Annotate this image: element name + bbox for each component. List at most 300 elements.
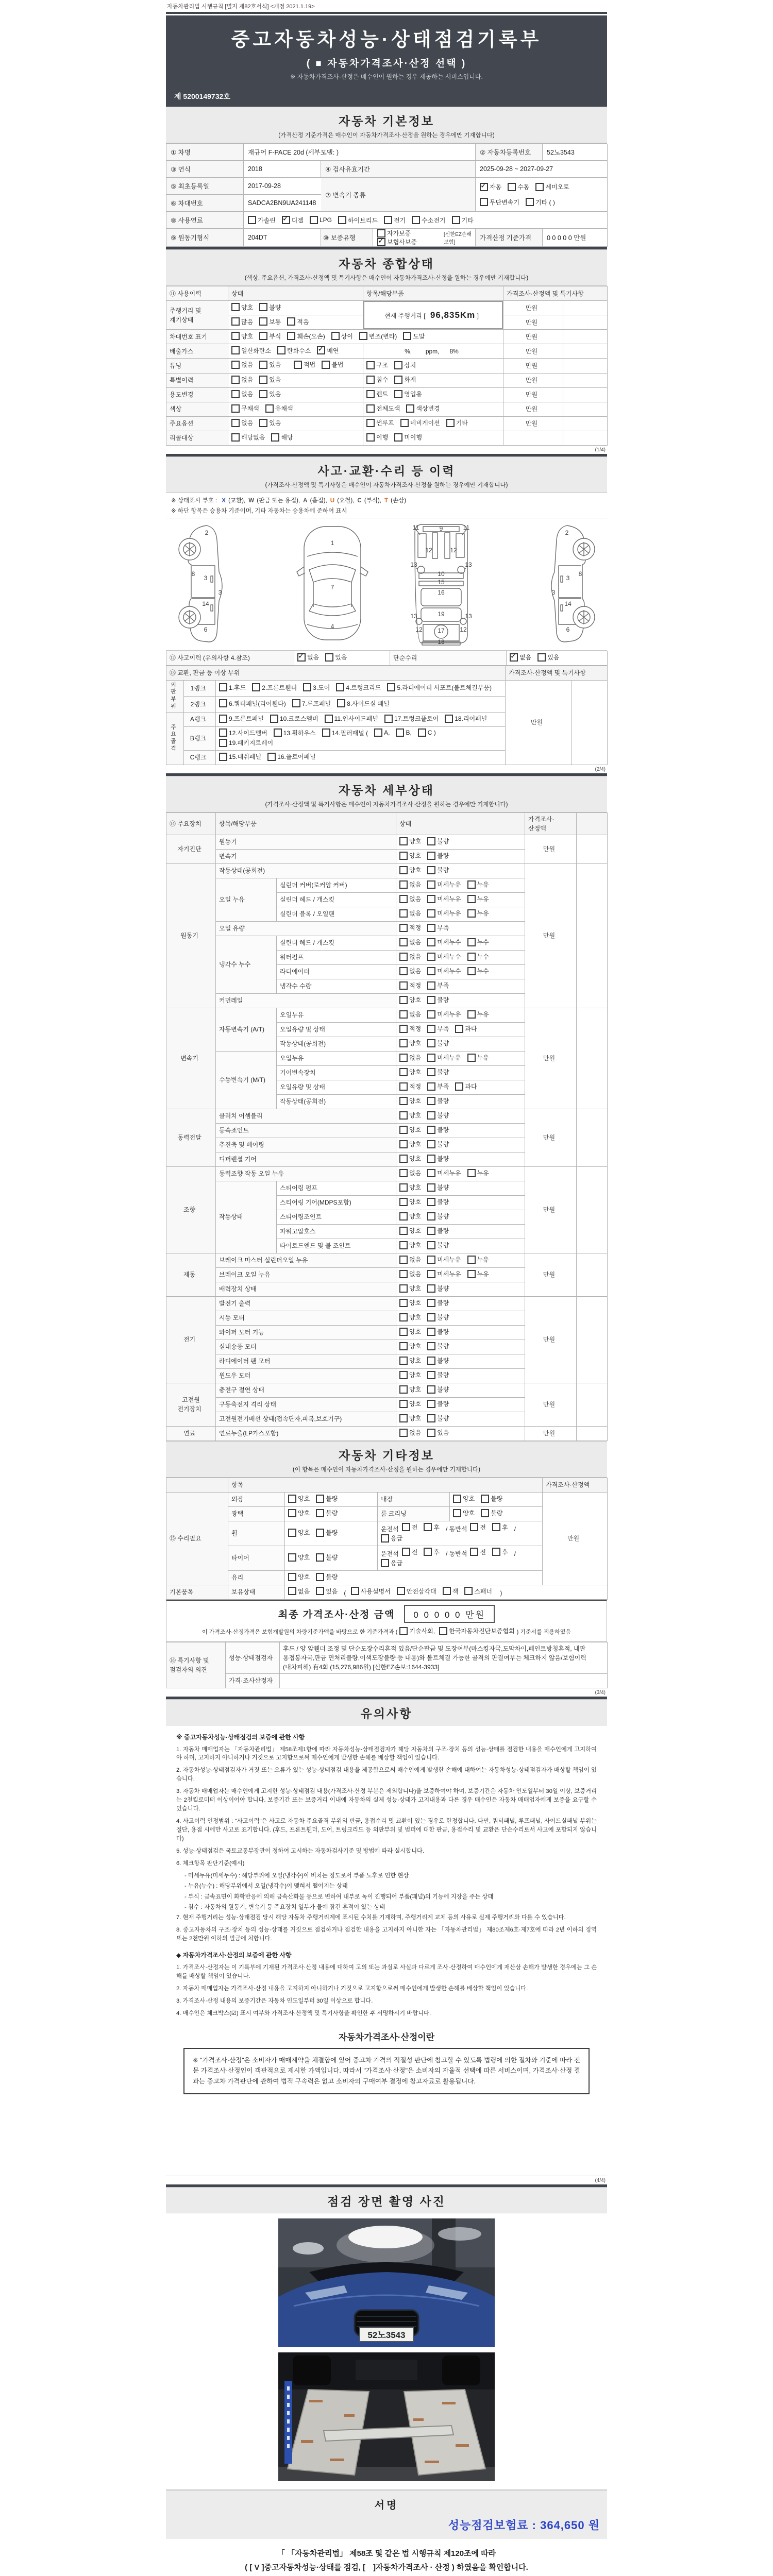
checkbox-option xyxy=(480,182,501,191)
checkbox-icon[interactable] xyxy=(399,981,408,990)
section-detail-state xyxy=(166,776,607,812)
cell-text: 오일유량 및 상태 xyxy=(280,1083,325,1091)
table-cell xyxy=(166,712,184,765)
checkbox-icon[interactable] xyxy=(452,216,460,224)
checkbox-icon[interactable] xyxy=(381,1534,389,1543)
checkbox-label: 없음 xyxy=(298,1587,310,1595)
checkbox-icon[interactable] xyxy=(231,433,240,442)
cell-text: 만원 xyxy=(525,391,538,398)
table-row xyxy=(166,330,608,344)
checkbox-icon[interactable] xyxy=(400,419,409,427)
checkbox-icon[interactable] xyxy=(288,1553,296,1562)
checkbox-icon[interactable] xyxy=(394,376,402,384)
checkbox-option xyxy=(394,375,416,384)
table-cell xyxy=(396,1181,525,1195)
checkbox-icon[interactable] xyxy=(427,981,435,990)
checkbox-icon[interactable] xyxy=(259,361,267,369)
checkbox-icon[interactable] xyxy=(427,1299,435,1307)
checkbox-icon[interactable] xyxy=(399,1010,408,1019)
checkbox-icon[interactable] xyxy=(427,1429,435,1437)
checkbox-icon[interactable] xyxy=(481,1495,489,1503)
checkbox-icon[interactable] xyxy=(322,361,330,369)
checkbox-label: 전 xyxy=(480,1548,486,1556)
checkbox-icon[interactable] xyxy=(259,332,267,340)
checkbox-icon[interactable] xyxy=(267,753,276,761)
table-cell xyxy=(184,696,216,712)
checkbox-icon[interactable] xyxy=(259,390,267,398)
checkbox-icon[interactable] xyxy=(338,216,346,224)
checkbox-icon[interactable] xyxy=(274,728,282,737)
checkbox-icon[interactable] xyxy=(399,1155,408,1163)
checkbox-label: 침수 xyxy=(376,376,389,384)
checkbox-option xyxy=(399,880,421,889)
checkbox-icon[interactable] xyxy=(399,924,408,932)
checkbox-label: 양호 xyxy=(409,1069,422,1076)
checkbox-icon[interactable] xyxy=(399,1299,408,1307)
checkbox-icon[interactable] xyxy=(467,938,476,946)
cell-text: ] xyxy=(475,312,479,319)
checkbox-icon[interactable] xyxy=(427,1342,435,1350)
checkbox-icon[interactable] xyxy=(316,1573,324,1581)
checkbox-option xyxy=(231,418,253,427)
checkbox-icon[interactable] xyxy=(427,1054,435,1062)
checkbox-icon[interactable] xyxy=(399,1140,408,1148)
checkbox-label: 불량 xyxy=(437,1198,449,1206)
checkbox-icon[interactable] xyxy=(366,404,375,413)
checkbox-icon[interactable] xyxy=(467,1270,476,1278)
checkbox-option xyxy=(231,360,253,369)
checkbox-icon[interactable] xyxy=(374,728,382,737)
checkbox-icon[interactable] xyxy=(427,1025,435,1033)
checkbox-icon[interactable] xyxy=(535,183,544,191)
checkbox-icon[interactable] xyxy=(325,653,333,662)
checkbox-icon[interactable] xyxy=(231,346,240,354)
checkbox-icon[interactable] xyxy=(399,1284,408,1293)
checkbox-icon[interactable] xyxy=(427,924,435,932)
table-cell xyxy=(507,651,608,665)
checkbox-icon[interactable] xyxy=(470,1548,478,1556)
checkbox-icon[interactable] xyxy=(427,1256,435,1264)
checkbox-option xyxy=(322,360,343,369)
checkbox-label: 불량 xyxy=(437,1155,449,1163)
table-row xyxy=(166,286,608,301)
checkbox-icon[interactable] xyxy=(467,1054,476,1062)
table-cell xyxy=(277,1080,396,1094)
checkbox-icon[interactable] xyxy=(336,683,344,691)
checkbox-icon[interactable] xyxy=(427,953,435,961)
checkbox-icon[interactable] xyxy=(427,967,435,975)
checkbox-icon[interactable] xyxy=(427,1183,435,1192)
checkbox-icon[interactable] xyxy=(287,317,295,326)
checkbox-checked-icon[interactable] xyxy=(282,216,290,224)
checkbox-icon[interactable] xyxy=(399,1371,408,1379)
checkbox-icon[interactable] xyxy=(467,895,476,903)
checkbox-icon[interactable] xyxy=(231,332,240,340)
checkbox-option xyxy=(399,837,421,845)
checkbox-icon[interactable] xyxy=(316,1553,324,1562)
checkbox-icon[interactable] xyxy=(399,1270,408,1278)
checkbox-icon[interactable] xyxy=(294,361,302,369)
checkbox-icon[interactable] xyxy=(427,1227,435,1235)
checkbox-checked-icon[interactable] xyxy=(480,183,488,191)
checkbox-icon[interactable] xyxy=(427,1414,435,1422)
cell-text: 와이퍼 모터 기능 xyxy=(219,1329,264,1336)
checkbox-icon[interactable] xyxy=(481,1509,489,1517)
checkbox-label: 무채색 xyxy=(241,405,259,413)
checkbox-icon[interactable] xyxy=(288,1529,296,1537)
checkbox-icon[interactable] xyxy=(277,346,285,354)
checkbox-icon[interactable] xyxy=(387,683,395,691)
cell-text: 특별이력 xyxy=(170,377,194,384)
checkbox-icon[interactable] xyxy=(427,1140,435,1148)
checkbox-icon[interactable] xyxy=(399,837,408,845)
checkbox-icon[interactable] xyxy=(231,303,240,311)
checkbox-icon[interactable] xyxy=(427,1198,435,1206)
table-cell xyxy=(363,416,503,431)
checkbox-icon[interactable] xyxy=(231,404,240,413)
checkbox-icon[interactable] xyxy=(427,1357,435,1365)
checkbox-icon[interactable] xyxy=(399,1342,408,1350)
table-cell xyxy=(396,1426,525,1440)
checkbox-icon[interactable] xyxy=(443,1587,451,1595)
checkbox-option xyxy=(467,1010,489,1019)
checkbox-icon[interactable] xyxy=(399,1097,408,1105)
checkbox-icon[interactable] xyxy=(427,1039,435,1047)
checkbox-icon[interactable] xyxy=(427,1068,435,1076)
checkbox-icon[interactable] xyxy=(366,390,375,398)
checkbox-label: 없음 xyxy=(241,391,254,398)
checkbox-icon[interactable] xyxy=(366,361,375,369)
svg-text:13: 13 xyxy=(410,561,417,568)
checkbox-icon[interactable] xyxy=(399,1357,408,1365)
checkbox-icon[interactable] xyxy=(412,216,420,224)
checkbox-icon[interactable] xyxy=(399,1054,408,1062)
checkbox-checked-icon[interactable] xyxy=(317,346,325,354)
checkbox-icon[interactable] xyxy=(402,1548,410,1556)
checkbox-icon[interactable] xyxy=(399,852,408,860)
checkbox-icon[interactable] xyxy=(427,1155,435,1163)
checkbox-icon[interactable] xyxy=(467,967,476,975)
checkbox-icon[interactable] xyxy=(399,1627,408,1635)
checkbox-icon[interactable] xyxy=(455,1025,463,1033)
checkbox-icon[interactable] xyxy=(399,938,408,946)
checkbox-icon[interactable] xyxy=(455,1082,463,1091)
checkbox-icon[interactable] xyxy=(265,404,274,413)
checkbox-icon[interactable] xyxy=(288,1573,296,1581)
checkbox-icon[interactable] xyxy=(384,216,392,224)
checkbox-icon[interactable] xyxy=(359,332,367,340)
checkbox-icon[interactable] xyxy=(427,837,435,845)
checkbox-option xyxy=(427,1385,449,1394)
checkbox-label: 양호 xyxy=(409,1040,422,1047)
checkbox-option xyxy=(288,1572,310,1581)
checkbox-label: 양호 xyxy=(409,1343,422,1350)
checkbox-icon[interactable] xyxy=(399,895,408,903)
checkbox-icon[interactable] xyxy=(399,1198,408,1206)
checkbox-icon[interactable] xyxy=(439,1627,447,1635)
legend-symbol: T xyxy=(384,497,388,504)
checkbox-icon[interactable] xyxy=(399,880,408,889)
checkbox-icon[interactable] xyxy=(427,1385,435,1394)
cell-text: / xyxy=(514,1550,516,1557)
checkbox-icon[interactable] xyxy=(427,1241,435,1249)
checkbox-icon[interactable] xyxy=(399,1400,408,1408)
checkbox-icon[interactable] xyxy=(366,419,375,427)
checkbox-icon[interactable] xyxy=(427,1400,435,1408)
checkbox-icon[interactable] xyxy=(464,1587,473,1595)
checkbox-option xyxy=(427,1125,449,1134)
checkbox-icon[interactable] xyxy=(427,1270,435,1278)
checkbox-icon[interactable] xyxy=(288,1509,296,1517)
checkbox-icon[interactable] xyxy=(316,1495,324,1503)
cell-text: 동력전달 xyxy=(177,1134,201,1141)
checkbox-icon[interactable] xyxy=(219,683,227,691)
checkbox-icon[interactable] xyxy=(427,852,435,860)
checkbox-icon[interactable] xyxy=(427,1082,435,1091)
checkbox-icon[interactable] xyxy=(303,683,311,691)
checkbox-icon[interactable] xyxy=(399,1256,408,1264)
checkbox-checked-icon[interactable] xyxy=(377,238,385,246)
table-row xyxy=(166,1570,608,1585)
checkbox-icon[interactable] xyxy=(406,404,414,413)
checkbox-icon[interactable] xyxy=(316,1509,324,1517)
checkbox-icon[interactable] xyxy=(453,1509,461,1517)
checkbox-option xyxy=(399,1183,421,1192)
table-cell xyxy=(277,907,396,921)
checkbox-icon[interactable] xyxy=(292,699,300,707)
checkbox-icon[interactable] xyxy=(259,303,267,311)
table-cell xyxy=(166,373,228,387)
checkbox-icon[interactable] xyxy=(322,728,330,737)
checkbox-icon[interactable] xyxy=(427,880,435,889)
checkbox-label: 불량 xyxy=(437,1213,449,1221)
checkbox-label: 탄화수소 xyxy=(287,347,311,354)
checkbox-icon[interactable] xyxy=(366,433,375,442)
checkbox-icon[interactable] xyxy=(453,1495,461,1503)
checkbox-icon[interactable] xyxy=(270,715,278,723)
checkbox-icon[interactable] xyxy=(399,1169,408,1177)
checkbox-icon[interactable] xyxy=(399,1414,408,1422)
checkbox-icon[interactable] xyxy=(394,433,402,442)
checkbox-option xyxy=(537,653,559,662)
svg-text:15: 15 xyxy=(437,578,445,586)
checkbox-icon[interactable] xyxy=(424,1523,432,1531)
table-cell xyxy=(503,301,563,315)
cell-text: 성능·상태점검자 xyxy=(229,1654,273,1662)
checkbox-option xyxy=(399,1356,421,1365)
checkbox-option xyxy=(288,1553,310,1562)
checkbox-icon[interactable] xyxy=(331,332,340,340)
checkbox-icon[interactable] xyxy=(402,1523,410,1531)
checkbox-icon[interactable] xyxy=(467,1169,476,1177)
checkbox-icon[interactable] xyxy=(248,216,256,224)
checkbox-icon[interactable] xyxy=(537,653,546,662)
checkbox-icon[interactable] xyxy=(399,1068,408,1076)
checkbox-icon[interactable] xyxy=(492,1548,500,1556)
checkbox-option xyxy=(219,699,286,708)
checkbox-icon[interactable] xyxy=(259,376,267,384)
checkbox-icon[interactable] xyxy=(418,728,426,737)
checkbox-icon[interactable] xyxy=(325,715,333,723)
table-cell xyxy=(216,1340,396,1354)
checkbox-icon[interactable] xyxy=(394,361,402,369)
checkbox-icon[interactable] xyxy=(381,1559,389,1567)
checkbox-icon[interactable] xyxy=(219,739,227,747)
checkbox-icon[interactable] xyxy=(288,1495,296,1503)
checkbox-icon[interactable] xyxy=(399,967,408,975)
checkbox-icon[interactable] xyxy=(384,715,393,723)
checkbox-icon[interactable] xyxy=(399,1385,408,1394)
table-cell xyxy=(396,1195,525,1210)
table-cell xyxy=(525,835,577,863)
cell-text: 작동상태(공회전) xyxy=(280,1098,326,1105)
checkbox-icon[interactable] xyxy=(427,1328,435,1336)
checkbox-icon[interactable] xyxy=(219,699,227,707)
checkbox-icon[interactable] xyxy=(231,376,240,384)
checkbox-option xyxy=(394,433,422,442)
checkbox-icon[interactable] xyxy=(526,198,534,206)
checkbox-icon[interactable] xyxy=(399,866,408,874)
checkbox-icon[interactable] xyxy=(231,317,240,326)
cell-text: 오일누유 xyxy=(280,1055,304,1062)
checkbox-icon[interactable] xyxy=(396,728,404,737)
checkbox-icon[interactable] xyxy=(427,1111,435,1120)
checkbox-checked-icon[interactable] xyxy=(297,653,306,662)
checkbox-icon[interactable] xyxy=(424,1548,432,1556)
checkbox-icon[interactable] xyxy=(470,1523,478,1531)
checkbox-label: 불량 xyxy=(326,1529,338,1537)
checkbox-icon[interactable] xyxy=(399,909,408,918)
checkbox-icon[interactable] xyxy=(445,715,453,723)
checkbox-icon[interactable] xyxy=(399,1082,408,1091)
checkbox-icon[interactable] xyxy=(399,1039,408,1047)
checkbox-icon[interactable] xyxy=(467,909,476,918)
checkbox-icon[interactable] xyxy=(427,1169,435,1177)
checkbox-option xyxy=(366,404,400,413)
checkbox-icon[interactable] xyxy=(427,1371,435,1379)
checkbox-icon[interactable] xyxy=(399,1313,408,1321)
cell-text: 만원 xyxy=(525,420,538,427)
svg-text:6: 6 xyxy=(204,625,207,633)
checkbox-icon[interactable] xyxy=(310,216,318,224)
checkbox-option xyxy=(337,699,390,708)
cell-text: 워터펌프 xyxy=(280,954,304,961)
notice-subitem: - 누유(누수) : 해당부위에서 오일(냉각수)이 맺혀서 떨어지는 상태 xyxy=(184,1883,348,1890)
checkbox-option xyxy=(271,433,293,442)
checkbox-option xyxy=(322,728,368,737)
checkbox-icon[interactable] xyxy=(394,390,402,398)
checkbox-icon[interactable] xyxy=(467,1256,476,1264)
checkbox-icon[interactable] xyxy=(427,1313,435,1321)
svg-text:3: 3 xyxy=(551,588,555,596)
checkbox-icon[interactable] xyxy=(427,1126,435,1134)
checkbox-icon[interactable] xyxy=(231,361,240,369)
transmission-options xyxy=(476,178,608,212)
checkbox-option xyxy=(443,1587,459,1596)
checkbox-label: 불량 xyxy=(326,1554,338,1562)
checkbox-icon[interactable] xyxy=(399,1111,408,1120)
checkbox-icon[interactable] xyxy=(366,376,375,384)
table-cell xyxy=(563,387,608,402)
checkbox-option xyxy=(427,1298,449,1307)
checkbox-icon[interactable] xyxy=(316,1587,324,1595)
checkbox-icon[interactable] xyxy=(467,953,476,961)
checkbox-icon[interactable] xyxy=(231,419,240,427)
checkbox-icon[interactable] xyxy=(399,1429,408,1437)
checkbox-icon[interactable] xyxy=(397,1587,405,1595)
checkbox-icon[interactable] xyxy=(271,433,279,442)
checkbox-icon[interactable] xyxy=(399,1328,408,1336)
table-cell xyxy=(228,1585,285,1600)
checkbox-icon[interactable] xyxy=(427,1010,435,1019)
checkbox-icon[interactable] xyxy=(399,1212,408,1221)
checkbox-icon[interactable] xyxy=(259,317,267,326)
checkbox-icon[interactable] xyxy=(316,1529,324,1537)
checkbox-icon[interactable] xyxy=(427,1097,435,1105)
checkbox-icon[interactable] xyxy=(399,1241,408,1249)
cell-text: 오일유량 및 상태 xyxy=(280,1026,325,1033)
checkbox-icon[interactable] xyxy=(219,728,227,737)
checkbox-icon[interactable] xyxy=(427,895,435,903)
checkbox-icon[interactable] xyxy=(337,699,345,707)
checkbox-option xyxy=(427,1327,449,1336)
checkbox-icon[interactable] xyxy=(427,1284,435,1293)
checkbox-icon[interactable] xyxy=(288,1587,296,1595)
table-cell xyxy=(228,416,363,431)
cell-text: 유리 xyxy=(231,1574,244,1581)
checkbox-label: C ) xyxy=(427,729,436,736)
checkbox-icon[interactable] xyxy=(231,390,240,398)
checkbox-icon[interactable] xyxy=(399,1025,408,1033)
checkbox-label: 불량 xyxy=(326,1573,338,1581)
checkbox-icon[interactable] xyxy=(492,1523,500,1531)
table-row xyxy=(166,1253,608,1267)
checkbox-icon[interactable] xyxy=(399,1227,408,1235)
notice-item: 7. 현재 주행거리는 성능·상태점검 당시 해당 자동차 주행거리계에 표시된 수치를 기재하며, 주행거리계 교체 등의 사유로 실제 주행거리와 다를 수 있습니다. xyxy=(176,1914,566,1921)
checkbox-label: 적정 xyxy=(409,982,422,990)
checkbox-label: 없음 xyxy=(409,939,422,946)
checkbox-icon[interactable] xyxy=(427,1212,435,1221)
checkbox-label: 불량 xyxy=(437,1314,449,1321)
checkbox-icon[interactable] xyxy=(427,909,435,918)
checkbox-icon[interactable] xyxy=(219,715,227,723)
checkbox-icon[interactable] xyxy=(427,866,435,874)
checkbox-label: 전체도색 xyxy=(376,405,400,413)
checkbox-icon[interactable] xyxy=(508,183,516,191)
table-cell xyxy=(285,1506,378,1521)
checkbox-icon[interactable] xyxy=(351,1587,359,1595)
checkbox-icon[interactable] xyxy=(399,953,408,961)
checkbox-icon[interactable] xyxy=(427,938,435,946)
checkbox-icon[interactable] xyxy=(403,332,411,340)
checkbox-icon[interactable] xyxy=(467,880,476,889)
checkbox-icon[interactable] xyxy=(399,1126,408,1134)
checkbox-label: 양호 xyxy=(409,1155,422,1163)
checkbox-icon[interactable] xyxy=(399,1183,408,1192)
checkbox-icon[interactable] xyxy=(467,1010,476,1019)
checkbox-icon[interactable] xyxy=(259,419,267,427)
checkbox-icon[interactable] xyxy=(480,198,488,206)
checkbox-checked-icon[interactable] xyxy=(510,653,518,662)
checkbox-icon[interactable] xyxy=(287,332,295,340)
checkbox-option xyxy=(277,346,311,355)
checkbox-icon[interactable] xyxy=(427,996,435,1004)
svg-text:12: 12 xyxy=(425,546,432,554)
checkbox-icon[interactable] xyxy=(252,683,260,691)
checkbox-icon[interactable] xyxy=(399,996,408,1004)
checkbox-icon[interactable] xyxy=(446,419,455,427)
checkbox-icon[interactable] xyxy=(219,753,227,761)
